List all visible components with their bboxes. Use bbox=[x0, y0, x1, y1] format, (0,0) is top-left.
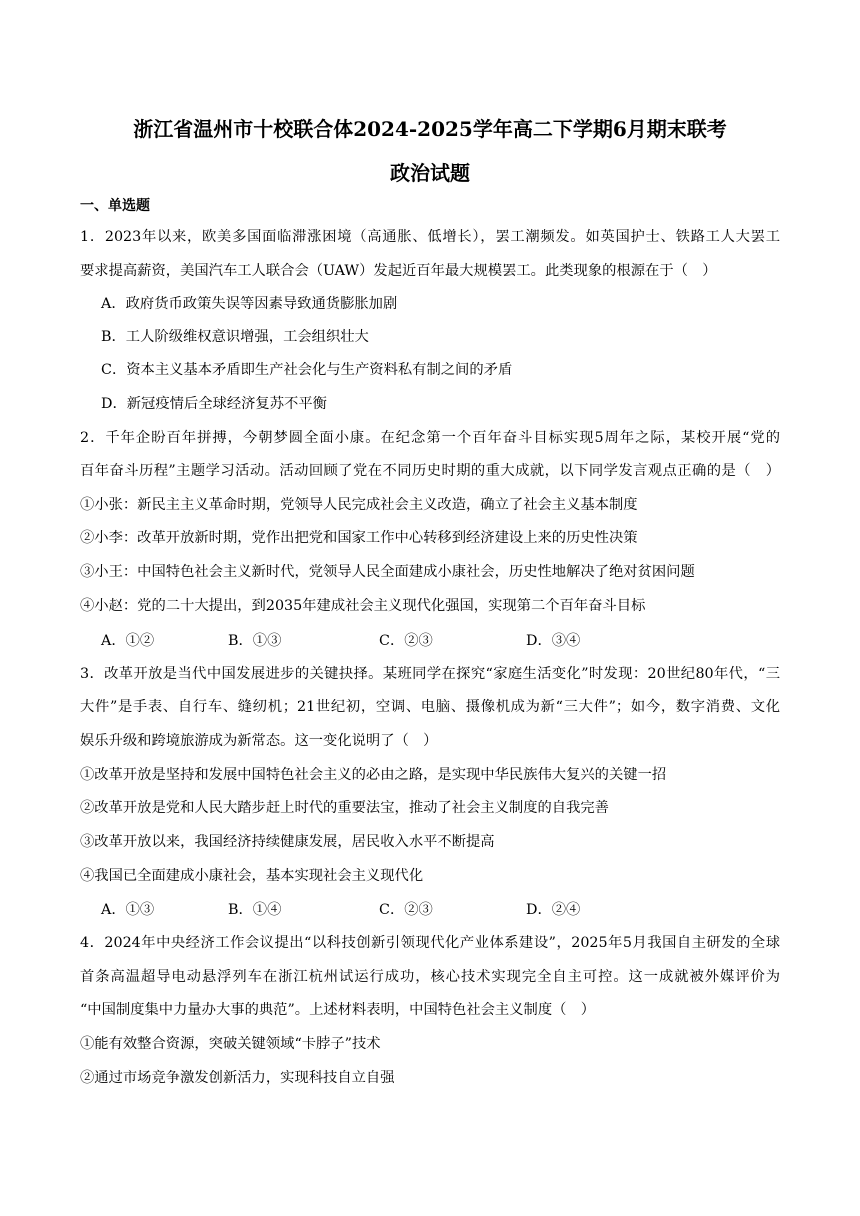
q3-statement-4: ④我国已全面建成小康社会，基本实现社会主义现代化 bbox=[80, 868, 424, 884]
q2-choice-d: D．③④ bbox=[526, 633, 581, 649]
q2-statement-4: ④小赵：党的二十大提出，到2035年建成社会主义现代化强国，实现第二个百年奋斗目标 bbox=[80, 598, 646, 614]
exam-title: 浙江省温州市十校联合体2024-2025学年高二下学期6月期末联考 bbox=[133, 117, 727, 141]
q3-statement-1: ①改革开放是坚持和发展中国特色社会主义的必由之路，是实现中华民族伟大复兴的关键一招 bbox=[80, 767, 667, 783]
q1-option-a: A．政府货币政策失误等因素导致通货膨胀加剧 bbox=[101, 296, 398, 312]
q3-choice-c: C．②③ bbox=[379, 902, 433, 918]
q3-stem-line: 娱乐升级和跨境旅游成为新常态。这一变化说明了（ ） bbox=[80, 733, 438, 749]
q2-choice-c: C．②③ bbox=[379, 633, 433, 649]
q2-statement-2: ②小李：改革开放新时期，党作出把党和国家工作中心转移到经济建设上来的历史性决策 bbox=[80, 530, 638, 546]
q1-stem-line: 要求提高薪资，美国汽车工人联合会（UAW）发起近百年最大规模罢工。此类现象的根源在于（ ） bbox=[80, 263, 717, 279]
q2-statement-3: ③小王：中国特色社会主义新时代，党领导人民全面建成小康社会，历史性地解决了绝对贫困问题 bbox=[80, 564, 695, 580]
q3-statement-2: ②改革开放是党和人民大踏步赶上时代的重要法宝，推动了社会主义制度的自我完善 bbox=[80, 800, 609, 816]
q3-choice-b: B．①④ bbox=[228, 902, 282, 918]
q4-stem-line: “中国制度集中力量办大事的典范”。上述材料表明，中国特色社会主义制度（ ） bbox=[80, 1002, 596, 1018]
q4-statement-1: ①能有效整合资源，突破关键领域“卡脖子”技术 bbox=[80, 1036, 381, 1052]
q1-stem-line: 1．2023年以来，欧美多国面临滞涨困境（高通胀、低增长），罢工潮频发。如英国护士、铁路工人大罢工 bbox=[80, 229, 780, 245]
section-heading: 一、单选题 bbox=[80, 198, 150, 214]
exam-subtitle: 政治试题 bbox=[390, 161, 470, 185]
q2-choice-a: A．①② bbox=[101, 633, 155, 649]
q1-option-c: C．资本主义基本矛盾即生产社会化与生产资料私有制之间的矛盾 bbox=[101, 362, 513, 378]
q2-choice-b: B．①③ bbox=[228, 633, 282, 649]
q2-stem-line: 2．千年企盼百年拼搏，今朝梦圆全面小康。在纪念第一个百年奋斗目标实现5周年之际，某校开展“党的 bbox=[80, 430, 780, 446]
q2-stem-line: 百年奋斗历程”主题学习活动。活动回顾了党在不同历史时期的重大成就，以下同学发言观点正确的是（ ） bbox=[80, 463, 780, 479]
q3-choice-d: D．②④ bbox=[526, 902, 581, 918]
q2-statement-1: ①小张：新民主主义革命时期，党领导人民完成社会主义改造，确立了社会主义基本制度 bbox=[80, 497, 638, 513]
q4-stem-line: 首条高温超导电动悬浮列车在浙江杭州试运行成功，核心技术实现完全自主可控。这一成就被外媒评价为 bbox=[80, 969, 780, 985]
q3-stem-line: 大件”是手表、自行车、缝纫机；21世纪初，空调、电脑、摄像机成为新“三大件”；如今，数字消费、文化 bbox=[80, 699, 780, 715]
q1-option-b: B．工人阶级维权意识增强，工会组织壮大 bbox=[101, 329, 369, 345]
q1-option-d: D．新冠疫情后全球经济复苏不平衡 bbox=[101, 396, 327, 412]
q3-stem-line: 3．改革开放是当代中国发展进步的关键抉择。某班同学在探究“家庭生活变化”时发现：20世纪80年代，“三 bbox=[80, 666, 780, 682]
q3-statement-3: ③改革开放以来，我国经济持续健康发展，居民收入水平不断提高 bbox=[80, 834, 495, 850]
q4-stem-line: 4．2024年中央经济工作会议提出“以科技创新引领现代化产业体系建设”，2025年5月我国自主研发的全球 bbox=[80, 935, 780, 951]
q3-choice-a: A．①③ bbox=[101, 902, 155, 918]
q4-statement-2: ②通过市场竞争激发创新活力，实现科技自立自强 bbox=[80, 1070, 395, 1086]
